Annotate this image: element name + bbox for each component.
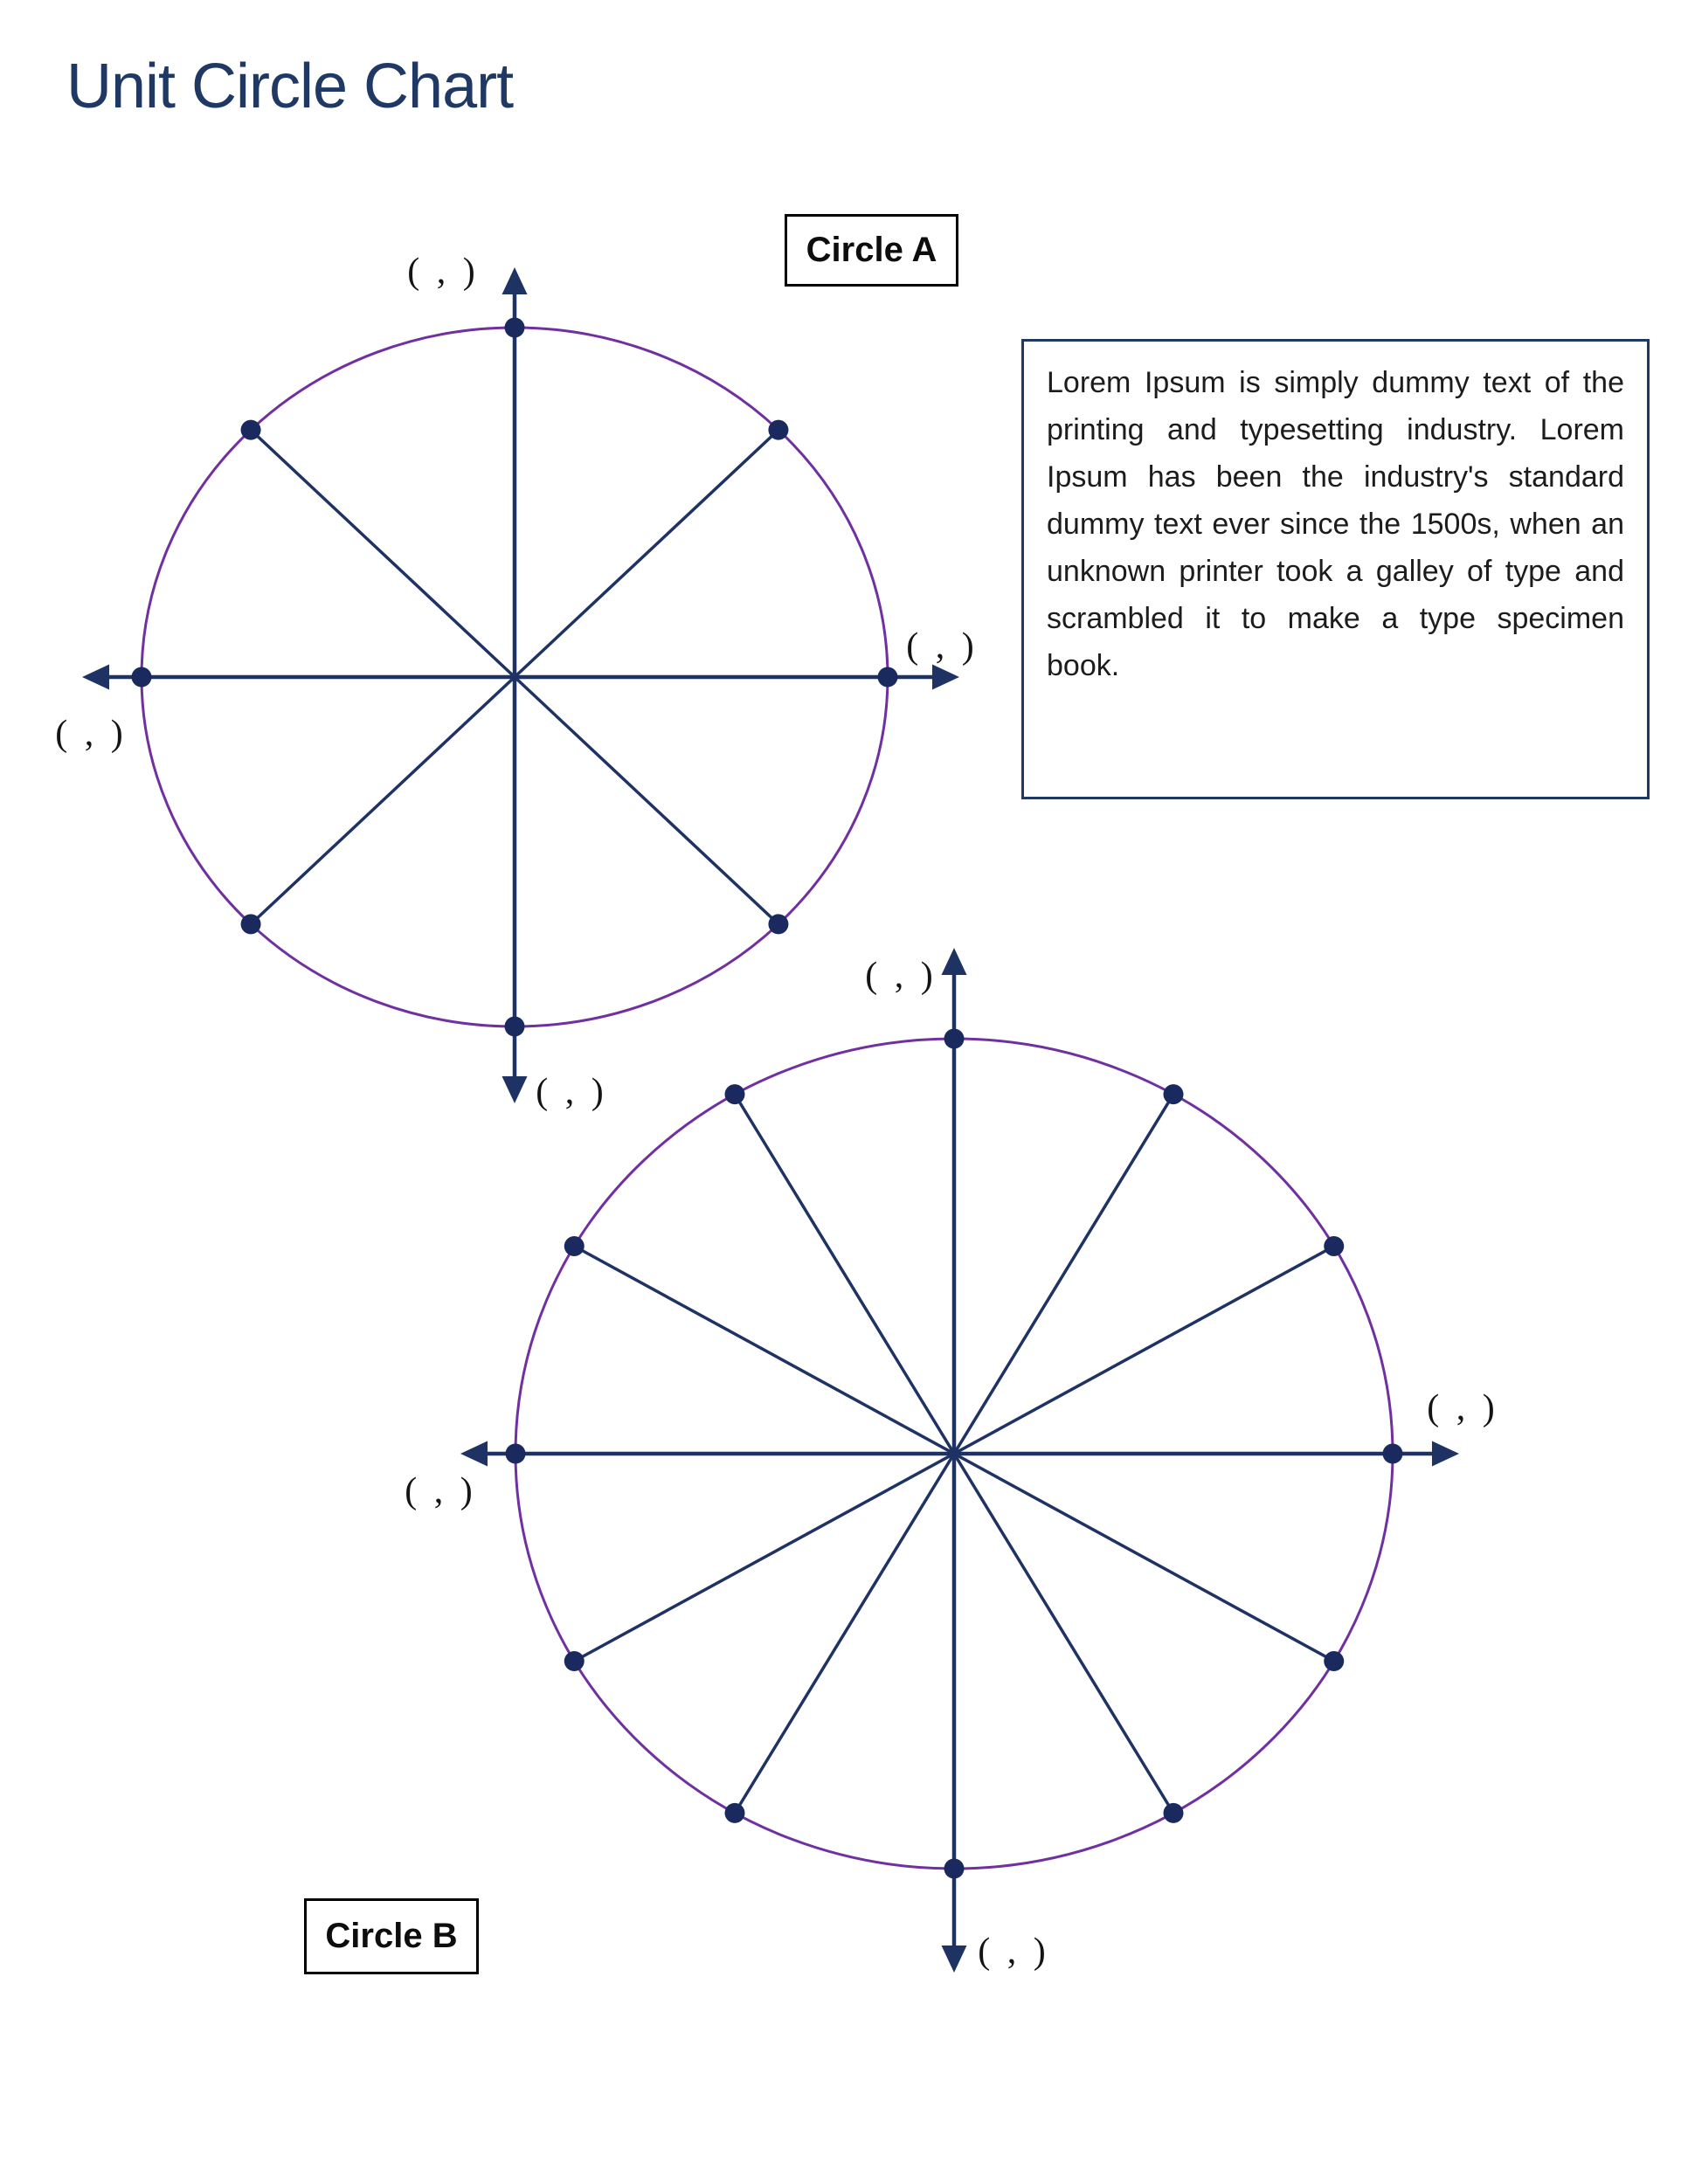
circle-b-coord-label-right: ( , ) (1427, 1388, 1495, 1428)
circle-b-label: Circle B (325, 1917, 458, 1955)
circle-b-coord-label-left: ( , ) (405, 1471, 473, 1511)
circle-b-point-300deg (1164, 1803, 1184, 1823)
circle-a-label: Circle A (806, 231, 937, 269)
circle-b-point-150deg (564, 1236, 585, 1256)
circle-a-label-box (785, 214, 958, 287)
circle-b-point-210deg (564, 1651, 585, 1671)
circle-b-point-30deg (1324, 1236, 1344, 1256)
circle-b-arrowhead-top (942, 948, 967, 975)
circle-a-coord-label-right: ( , ) (906, 626, 974, 667)
circle-b-coord-label-top: ( , ) (865, 956, 933, 996)
circle-b-arrowhead-left (460, 1441, 488, 1467)
circle-a-group (55, 252, 973, 1112)
circle-a-point-270deg (505, 1017, 525, 1037)
circle-b-coord-label-bottom: ( , ) (978, 1932, 1046, 1972)
circle-a-coord-label-left: ( , ) (55, 714, 123, 754)
circle-b-point-180deg (506, 1444, 526, 1464)
circle-a-coord-label-top: ( , ) (407, 252, 475, 292)
circle-b-point-120deg (725, 1084, 745, 1104)
circle-a-arrowhead-right (932, 665, 959, 690)
circle-a-point-90deg (505, 318, 525, 338)
circle-b-point-270deg (944, 1859, 965, 1879)
circle-a-point-225deg (241, 914, 261, 934)
circle-b-point-330deg (1324, 1651, 1344, 1671)
circle-b-point-240deg (725, 1803, 745, 1823)
circle-b-label-box (304, 1898, 479, 1974)
description-box (1021, 339, 1650, 799)
circle-b-arrowhead-right (1432, 1441, 1459, 1467)
circle-a-point-0deg (878, 667, 898, 688)
circle-a-arrowhead-bottom (502, 1076, 528, 1103)
circle-b-point-0deg (1383, 1444, 1403, 1464)
circle-a-arrowhead-left (82, 665, 109, 690)
circle-a-coord-label-bottom: ( , ) (536, 1072, 604, 1112)
circle-a-arrowhead-top (502, 267, 528, 294)
circle-b-point-90deg (944, 1029, 965, 1049)
page-title: Unit Circle Chart (66, 52, 514, 121)
circle-b-arrowhead-bottom (942, 1946, 967, 1973)
circle-a-point-45deg (768, 420, 788, 440)
circle-a-point-180deg (132, 667, 152, 688)
circle-a-point-135deg (241, 420, 261, 440)
circle-a-point-315deg (768, 914, 788, 934)
circle-b-point-60deg (1164, 1084, 1184, 1104)
description-text: Lorem Ipsum is simply dummy text of the printing and typesetting industry. Lorem Ipsum has been the industry's standard dummy text ever since the 1500s, when an unknown printer took a galley of type and scrambled it to make a type specimen book. (1047, 366, 1624, 682)
